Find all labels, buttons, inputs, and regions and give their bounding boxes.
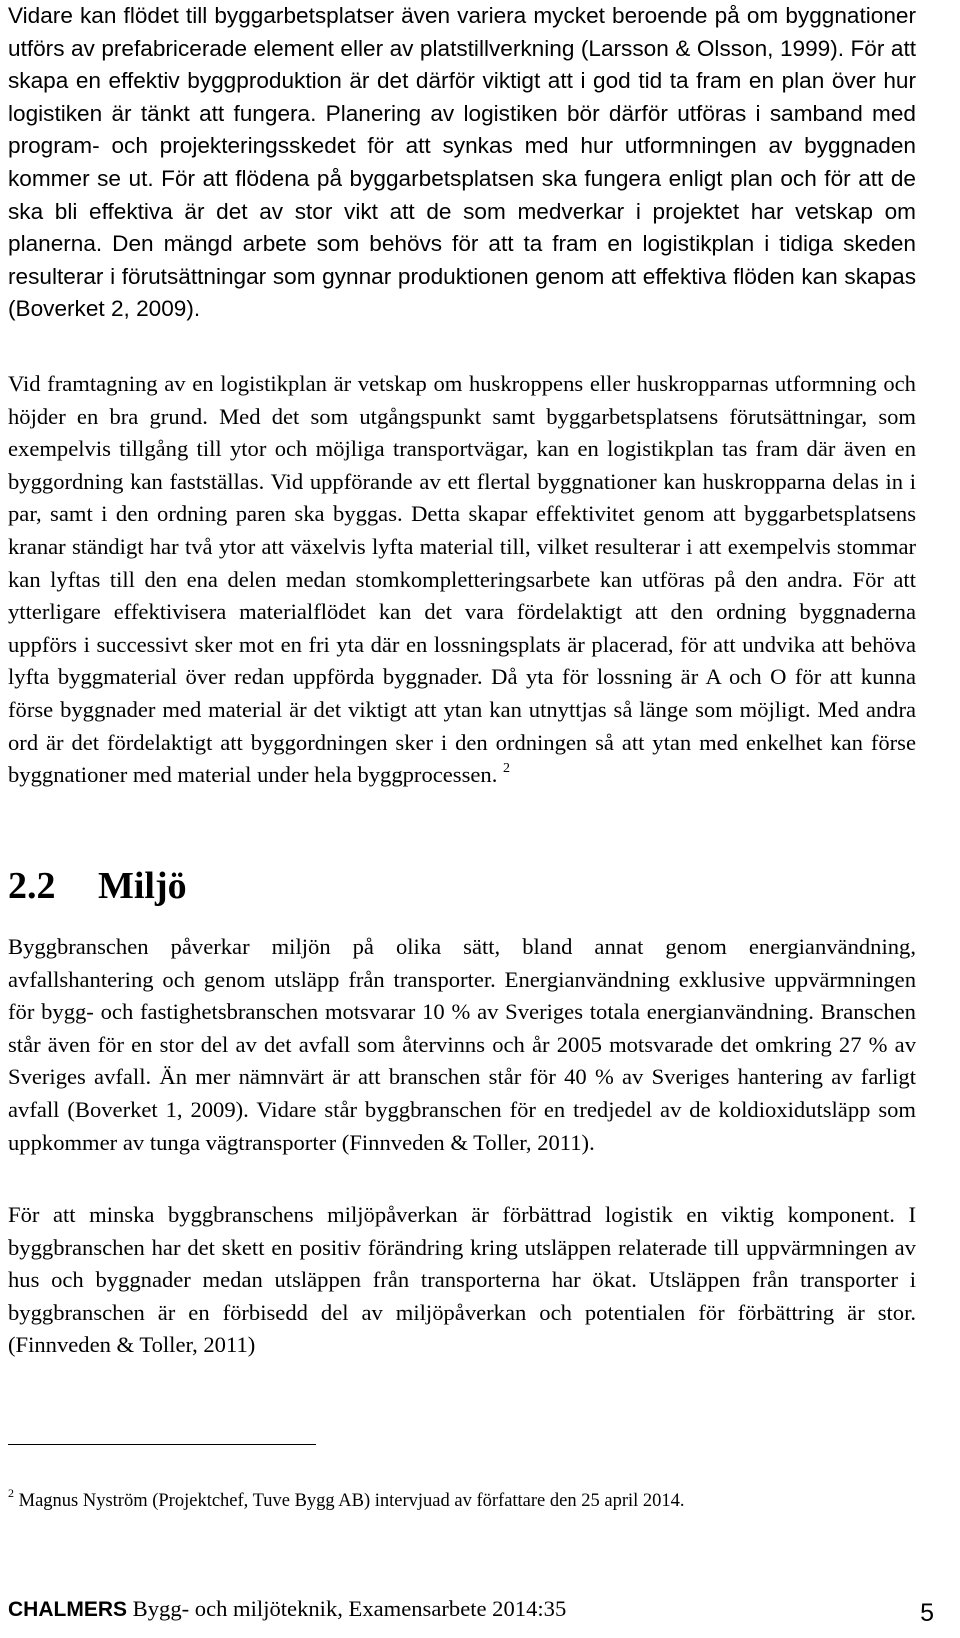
text-line: Vid uppförande av ett flertal byggnationer kan huskropparna delas in i par, samt i den (8, 468, 916, 527)
text-line: Olsson, 1999). För att skapa en effektiv byggproduktion är det därför viktigt att i god (8, 35, 916, 94)
text-line: energianvändning. Branschen står även för en stor del av det avfall som återvinns och (8, 999, 916, 1057)
text-line: därför utföras i samband med program- och projekteringsskedet för att synkas med (8, 100, 916, 159)
text-line: tunga vägtransporter (Finnveden & Toller, 2011). (149, 1129, 595, 1155)
text-line: uppvärmningen för bygg- och fastighetsbranschen motsvarar 10 % av Sveriges totala (8, 966, 916, 1025)
text-line: För att minska byggbranschens miljöpåverkan är förbättrad logistik en viktig (8, 1202, 774, 1227)
text-line: Vidare står byggbranschen för en tredjedel av de koldioxidutsläpp som uppkommer av (8, 1096, 916, 1155)
paragraph-environment-logistics (8, 1199, 916, 1362)
text-line: kan förse byggnationer med material under hela byggprocessen. (8, 729, 916, 788)
text-line: produktionen genom att effektiva flöden kan skapas (Boverket 2, 2009). (8, 263, 916, 322)
paragraph-logistics-plan (8, 368, 916, 792)
institution-logo-text: CHALMERS (8, 1598, 127, 1621)
paragraph-logistics-intro (8, 0, 916, 326)
text-line: är det fördelaktigt att byggordningen sker i den ordningen så att ytan med enkelhet (46, 729, 823, 755)
text-line: transportvägar, kan en logistikplan tas fram där även en byggordning kan fastställas. (8, 436, 916, 494)
text-line: med material är det viktigt att ytan kan utnyttjas så länge som möjligt. Med andra ord (8, 696, 916, 755)
text-line: Vidare kan flödet till byggarbetsplatser även variera mycket beroende på om (8, 3, 779, 28)
text-line: en lossningsplats är placerad, för att undvika att behöva lyfta byggmaterial över redan (8, 631, 916, 690)
page-footer (8, 1593, 934, 1627)
text-line: avfallshantering och genom utsläpp från transporter. Energianvändning exklusive (8, 966, 766, 992)
text-line: Byggbranschen påverkar miljön på olika sätt, bland annat genom energianvändning, (8, 934, 916, 959)
text-line: branschen står för 40 % av Sveriges hantering av farligt avfall (Boverket 1, 2009). (8, 1064, 916, 1122)
paragraph-environment-impact (8, 931, 916, 1159)
text-line: komponent. I byggbranschen har det skett en positiv förändring kring utsläppen (8, 1202, 917, 1260)
text-line: av miljöpåverkan och potentialen för förbättring är stor. (Finnveden & Toller, 2011) (8, 1299, 916, 1358)
footnote (8, 1486, 685, 1513)
text-line: hur utformningen av byggnaden kommer se ut. För att flödena på byggarbetsplatsen (8, 133, 916, 191)
text-line: relaterade till uppvärmningen av hus och byggnader medan utsläppen från (8, 1234, 916, 1293)
footnote-text: Magnus Nyström (Projektchef, Tuve Bygg AB) intervjuad av författare den 25 april 2014. (18, 1491, 685, 1511)
section-title: Miljö (98, 865, 187, 907)
text-line: kranar ständigt har två ytor att växelvis lyfta material till, vilket resulterar i att (8, 533, 722, 559)
text-line: Vid framtagning av en logistikplan är vetskap om huskroppens eller huskropparnas (8, 371, 769, 396)
footnote-reference: 2 (503, 761, 511, 777)
text-line: ordning paren ska byggas. Detta skapar effektivitet genom att byggarbetsplatsens (157, 501, 916, 527)
text-line: tid ta fram en plan över hur logistiken är tänkt att fungera. Planering av logistiken bör (8, 68, 917, 126)
text-line: transporterna har ökat. Utsläppen från transporter i byggbranschen är en förbisedd del (8, 1267, 916, 1325)
section-heading (8, 862, 187, 910)
course-info: Bygg- och miljöteknik, Examensarbete 2014:35 (132, 1596, 567, 1621)
text-line: byggarbetsplatsens förutsättningar, som exempelvis tillgång till ytor och möjliga (8, 403, 916, 462)
text-line: medverkar i projektet har vetskap om planerna. Den mängd arbete som behövs för att (8, 198, 917, 257)
page-number: 5 (920, 1599, 934, 1627)
footnote-marker: 2 (8, 1486, 14, 1500)
text-line: ta fram en logistikplan i tidiga skeden resulterar i förutsättningar som gynnar (8, 231, 916, 289)
text-line: ska fungera enligt plan och för att de ska bli effektiva är det av stor vikt att de som (8, 165, 916, 224)
text-line: byggnationer utförs av prefabricerade element eller av platstillverkning (Larsson & (8, 3, 916, 61)
text-line: fördelaktigt att den ordning byggnaderna uppförs i successivt sker mot en fri yta där (8, 599, 917, 657)
footnote-divider (8, 1444, 316, 1445)
section-number: 2.2 (8, 865, 56, 907)
text-line: utformning och höjder en bra grund. Med det som utgångspunkt samt (8, 371, 916, 429)
text-line: år 2005 motsvarade det omkring 27 % av Sveriges avfall. Än mer nämnvärt är att (8, 1031, 917, 1090)
text-line: uppförda byggnader. Då yta för lossning är A och O för att kunna förse byggnader (8, 664, 916, 722)
text-line: exempelvis stommar kan lyftas till den ena delen medan stomkompletteringsarbete (8, 533, 916, 592)
text-line: kan utföras på den andra. För att ytterligare effektivisera materialflödet kan det vara (8, 566, 916, 625)
